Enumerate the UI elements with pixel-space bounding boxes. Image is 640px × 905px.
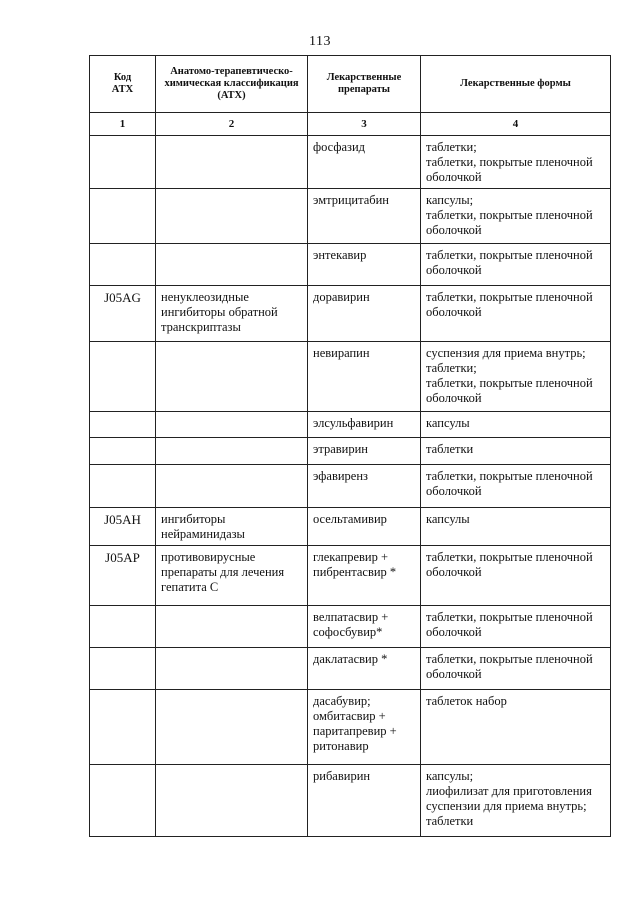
atx-code-cell [90, 648, 156, 690]
dosage-form-cell: таблетки, покрытые пленочной оболочкой [421, 465, 611, 508]
dosage-form-cell: капсулы [421, 412, 611, 438]
table-header-row [90, 56, 611, 113]
drug-cell: эмтрицитабин [308, 189, 421, 244]
classification-cell [156, 412, 308, 438]
atx-code-cell [90, 690, 156, 765]
drug-cell: глекапревир + пибрентасвир * [308, 546, 421, 606]
classification-cell [156, 342, 308, 412]
table-row [90, 546, 611, 606]
atx-code-cell [90, 412, 156, 438]
dosage-form-cell: таблетки; таблетки, покрытые пленочной оболочкой [421, 136, 611, 189]
drug-cell: фосфазид [308, 136, 421, 189]
table-row [90, 189, 611, 244]
drug-cell: рибавирин [308, 765, 421, 837]
classification-cell [156, 648, 308, 690]
drug-cell: осельтамивир [308, 508, 421, 546]
drug-cell: даклатасвир * [308, 648, 421, 690]
drug-cell: элсульфавирин [308, 412, 421, 438]
atx-code-cell [90, 244, 156, 286]
column-number: 3 [308, 113, 421, 136]
dosage-form-cell: капсулы; таблетки, покрытые пленочной оболочкой [421, 189, 611, 244]
classification-cell [156, 606, 308, 648]
classification-cell: ненуклеозидные ингибиторы обратной транскриптазы [156, 286, 308, 342]
dosage-form-cell: таблетки, покрытые пленочной оболочкой [421, 648, 611, 690]
classification-cell [156, 189, 308, 244]
dosage-form-cell: таблетки, покрытые пленочной оболочкой [421, 286, 611, 342]
drug-cell: эфавиренз [308, 465, 421, 508]
dosage-form-cell: таблеток набор [421, 690, 611, 765]
dosage-form-cell: таблетки [421, 438, 611, 465]
atx-code-cell: J05AG [90, 286, 156, 342]
drug-cell: этравирин [308, 438, 421, 465]
dosage-form-cell: капсулы [421, 508, 611, 546]
atx-code-cell [90, 606, 156, 648]
classification-cell [156, 765, 308, 837]
drug-cell: велпатасвир + софосбувир* [308, 606, 421, 648]
dosage-form-cell: таблетки, покрытые пленочной оболочкой [421, 546, 611, 606]
classification-cell: ингибиторы нейраминидазы [156, 508, 308, 546]
dosage-form-cell: капсулы; лиофилизат для приготовления суспензии для приема внутрь; таблетки [421, 765, 611, 837]
drug-cell: энтекавир [308, 244, 421, 286]
atx-code-cell [90, 438, 156, 465]
table-row [90, 438, 611, 465]
table-row [90, 606, 611, 648]
classification-cell [156, 244, 308, 286]
dosage-form-cell: суспензия для приема внутрь; таблетки; таблетки, покрытые пленочной оболочкой [421, 342, 611, 412]
drug-cell: доравирин [308, 286, 421, 342]
page-number: 113 [309, 34, 331, 49]
atx-code-cell [90, 765, 156, 837]
dosage-form-cell: таблетки, покрытые пленочной оболочкой [421, 606, 611, 648]
table-row [90, 465, 611, 508]
column-number-row [90, 113, 611, 136]
column-number: 2 [156, 113, 308, 136]
table-row [90, 412, 611, 438]
atx-code-cell: J05AP [90, 546, 156, 606]
classification-cell [156, 136, 308, 189]
atx-code-cell [90, 189, 156, 244]
table-row [90, 690, 611, 765]
classification-cell: противовирусные препараты для лечения гепатита С [156, 546, 308, 606]
table-row [90, 342, 611, 412]
dosage-form-cell: таблетки, покрытые пленочной оболочкой [421, 244, 611, 286]
drug-cell: невирапин [308, 342, 421, 412]
header-dosage-forms: Лекарственные формы [421, 56, 611, 113]
table-row [90, 648, 611, 690]
table-row [90, 765, 611, 837]
table-row [90, 136, 611, 189]
header-drugs: Лекарственные препараты [308, 56, 421, 113]
atx-code-cell: J05AH [90, 508, 156, 546]
table-row [90, 508, 611, 546]
column-number: 1 [90, 113, 156, 136]
classification-cell [156, 438, 308, 465]
atx-drug-table [89, 55, 611, 837]
table-row [90, 286, 611, 342]
table-row [90, 244, 611, 286]
classification-cell [156, 465, 308, 508]
header-atx-classification: Анатомо-терапевтическо- химическая классификация (АТХ) [156, 56, 308, 113]
atx-code-cell [90, 342, 156, 412]
classification-cell [156, 690, 308, 765]
column-number: 4 [421, 113, 611, 136]
atx-code-cell [90, 465, 156, 508]
atx-code-cell [90, 136, 156, 189]
header-atx-code: Код ATX [90, 56, 156, 113]
drug-cell: дасабувир; омбитасвир + паритапревир + ритонавир [308, 690, 421, 765]
